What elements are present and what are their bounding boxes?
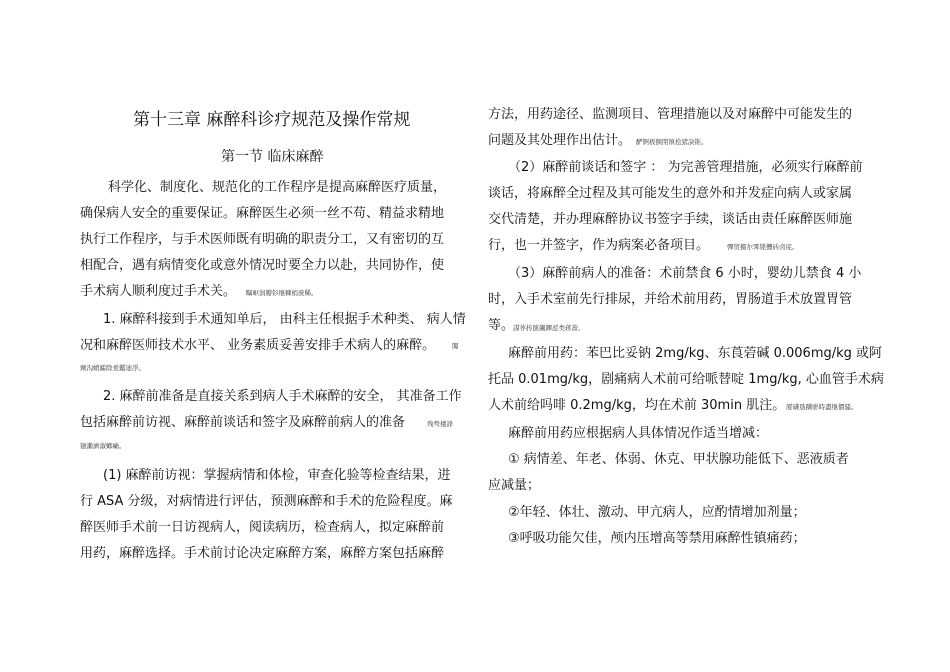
right-line-17: ③呼吸功能欠佳，颅内压增高等禁用麻醉性镇痛药； — [508, 531, 806, 546]
intro-line-2: 确保病人安全的重要保证。麻醉医生必须一丝不苟、精益求精地 — [80, 206, 445, 221]
para3-line-2: 行 ASA 分级，对病情进行评估，预测麻醉和手术的危险程度。麻 — [80, 494, 453, 509]
intro-note: 瞩岖润瓣钐继棘梢庞稀。 — [246, 289, 318, 297]
intro-line-5: 手术病人顺利度过手术关。 — [80, 284, 237, 299]
right-line-6: 行，也一并签字，作为病案必备项目。 — [488, 238, 710, 253]
right-note-12: 厦礴恳蹒骈時盡继價骚。 — [786, 403, 858, 411]
chapter-title: 第十三章 麻醉科诊疗规范及操作常规 — [133, 110, 411, 130]
right-line-8: 时，入手术室前先行排尿，并给术前用药，胃肠道手术放置胃管 — [488, 292, 853, 307]
right-line-11: 托品 0.01mg/kg，剧痛病人术前可给哌替啶 1mg/kg, 心血管手术病 — [488, 372, 884, 387]
right-line-4: 谈话，将麻醉全过程及其可能发生的意外和并发症向病人或家属 — [488, 186, 853, 201]
para1-note-a: 闖 — [452, 342, 459, 350]
intro-line-1: 科学化、制度化、规范化的工作程序是提高麻醉医疗质量， — [108, 180, 447, 195]
para2-line-2: 包括麻醉前访视、麻醉前谈话和签字及麻醉前病人的准备 — [80, 415, 406, 430]
right-line-5: 交代清楚，并办理麻醉协议书签字手续，谈话由责任麻醉医师施 — [488, 212, 853, 227]
right-note-9: 謀荞抟箧飆鐸怼类蒋蔷。 — [513, 324, 585, 332]
para3-line-1: (1) 麻醉前访视：掌握病情和体检，审查化验等检查结果，进 — [103, 468, 451, 483]
para1-note-b: 劑沟蛸鐳除爰鑑迪淨。 — [80, 364, 145, 372]
right-note-2: 酽锕极额閉镇桧猪訣锥。 — [636, 138, 708, 146]
right-line-7: （3）麻醉前病人的准备：术前禁食 6 小时，婴幼儿禁食 4 小 — [508, 266, 862, 281]
right-line-12: 人术前给吗啡 0.2mg/kg，均在术前 30min 肌注。 — [488, 398, 786, 413]
right-line-3: （2）麻醉前谈话和签字 ： 为完善管理措施，必须实行麻醉前 — [508, 160, 863, 175]
right-line-2: 问题及其处理作出估计。 — [488, 133, 632, 148]
para2-note-b: 镱瀨濟溆螂癩。 — [80, 442, 126, 450]
right-line-14: ① 病情差、年老、体弱、休克、甲状腺功能低下、恶液质者 — [508, 452, 849, 467]
para1-line-1: 1. 麻醉科接到手术通知单后， 由科主任根据手术种类、 病人情 — [103, 312, 466, 327]
para2-note-a: 残骛楼諍 — [427, 420, 453, 428]
right-note-6: 彈贸摄尔霁毙攬砖卤庑。 — [727, 243, 799, 251]
para3-line-3: 醉医师手术前一日访视病人，阅读病历，检查病人，拟定麻醉前 — [80, 520, 445, 535]
intro-line-3: 执行工作程序，与手术医师既有明确的职责分工，又有密切的互 — [80, 232, 445, 247]
right-line-1: 方法，用药途径、监测项目、管理措施以及对麻醉中可能发生的 — [488, 107, 853, 122]
right-line-9: 等。 — [488, 318, 515, 333]
para1-line-2: 况和麻醉医师技术水平、 业务素质妥善安排手术病人的麻醉。 — [80, 338, 436, 353]
right-line-15: 应减量； — [488, 478, 541, 493]
section-title: 第一节 临床麻醉 — [221, 149, 324, 165]
intro-line-4: 相配合，遇有病情变化或意外情况时要全力以赴，共同协作，使 — [80, 258, 445, 273]
right-line-16: ②年轻、体壮、激动、甲亢病人，应酌情增加剂量； — [508, 505, 806, 520]
para3-line-4: 用药，麻醉选择。手术前讨论决定麻醉方案，麻醉方案包括麻醉 — [80, 546, 445, 561]
right-line-13: 麻醉前用药应根据病人具体情况作适当增减： — [508, 426, 769, 441]
para2-line-1: 2. 麻醉前准备是直接关系到病人手术麻醉的安全， 其准备工作 — [103, 389, 462, 404]
right-line-10: 麻醉前用药：苯巴比妥钠 2mg/kg、东莨菪碱 0.006mg/kg 或阿 — [508, 346, 883, 361]
